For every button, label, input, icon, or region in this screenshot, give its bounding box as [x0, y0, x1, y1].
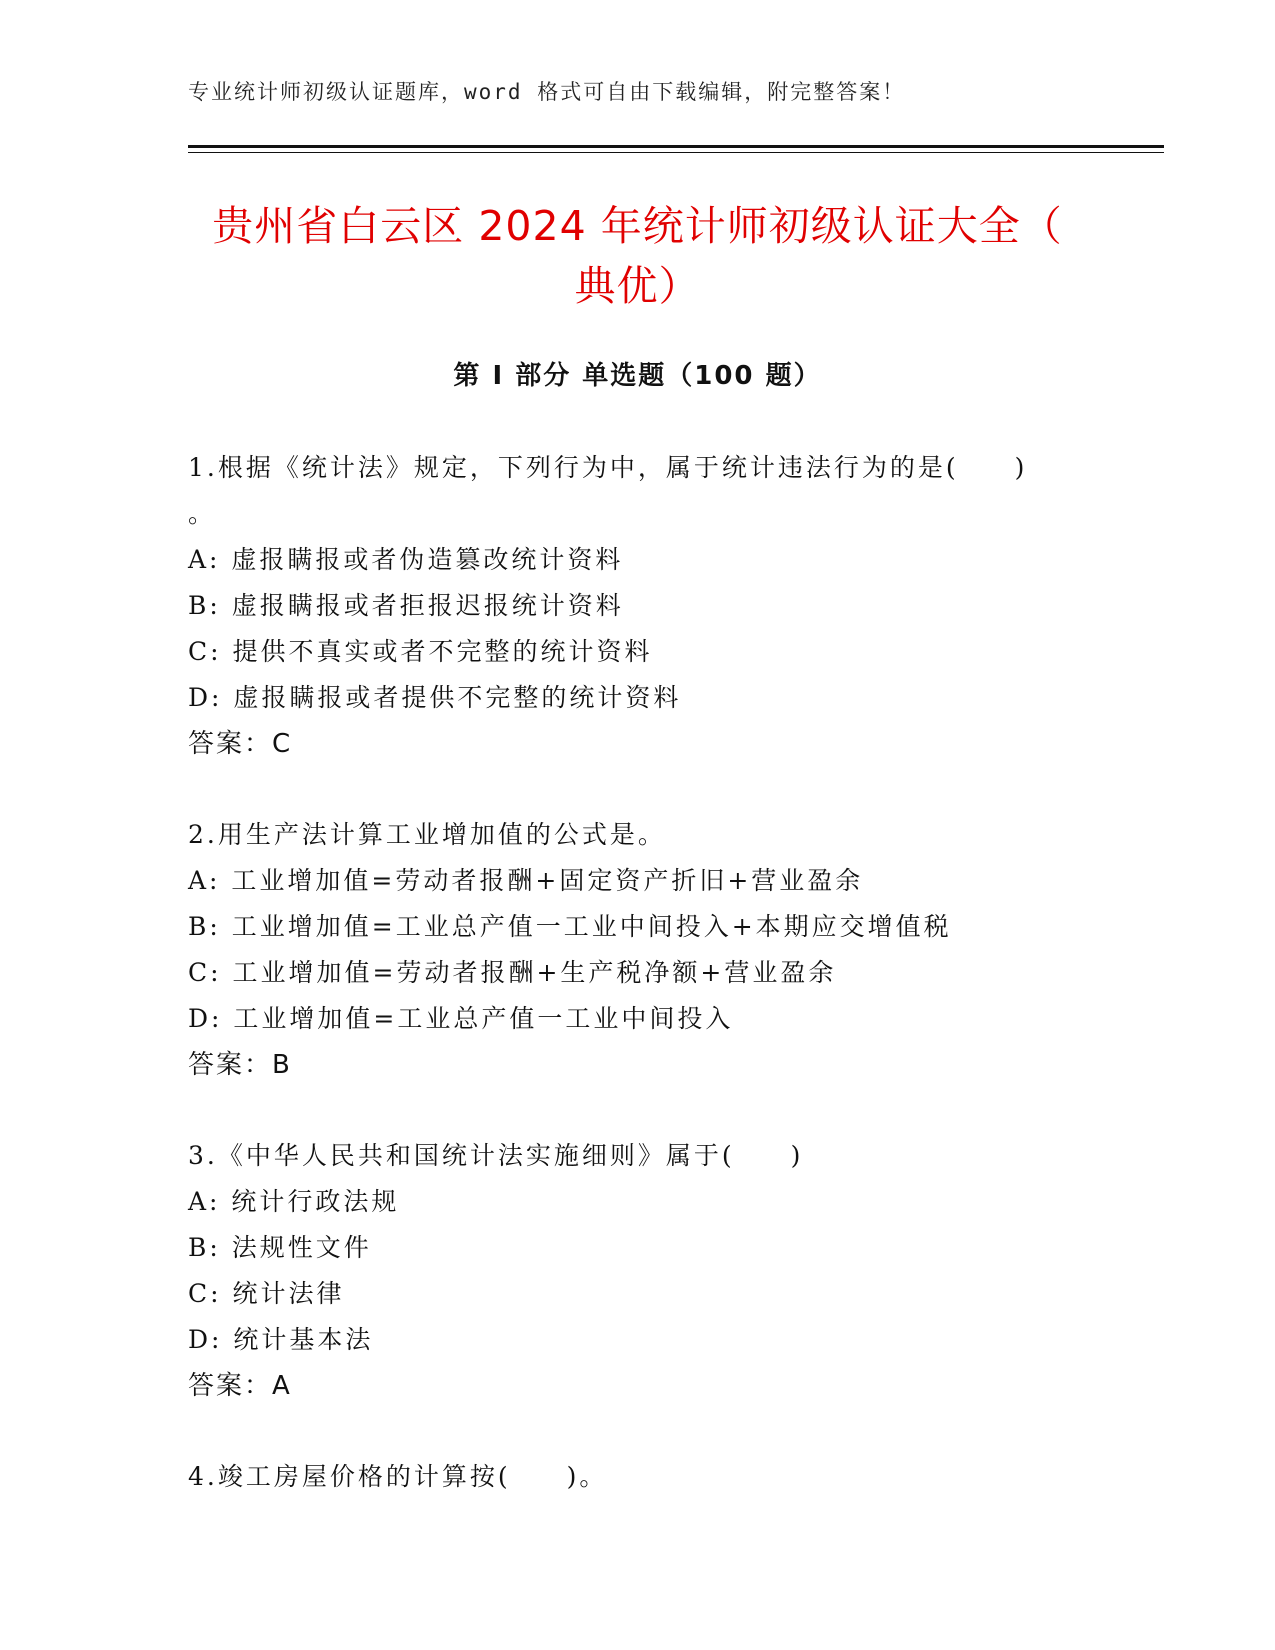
header-rule-thin: [188, 152, 1164, 153]
document-title: [150, 196, 1125, 316]
option-d: D: 工业增加值=工业总产值一工业中间投入: [188, 1004, 734, 1033]
option-a: A: 统计行政法规: [188, 1187, 400, 1216]
header-rule-thick: [188, 145, 1164, 148]
answer: 答案：C: [188, 729, 293, 759]
option-a: A: 虚报瞒报或者伪造篡改统计资料: [188, 545, 624, 574]
answer: 答案：A: [188, 1371, 292, 1401]
document-title-line1: 贵州省白云区 2024 年统计师初级认证大全（: [212, 202, 1063, 250]
option-d: D: 虚报瞒报或者提供不完整的统计资料: [188, 683, 682, 712]
document-title-line2: 典优）: [574, 262, 701, 310]
question-2: [188, 812, 1088, 1088]
option-c: C: 提供不真实或者不完整的统计资料: [188, 637, 653, 666]
question-stem-tail: 。: [188, 499, 217, 528]
option-c: C: 统计法律: [188, 1279, 345, 1308]
question-1: [188, 445, 1088, 767]
header-note: 专业统计师初级认证题库，word 格式可自由下载编辑，附完整答案！: [188, 80, 906, 104]
question-3: [188, 1133, 1088, 1409]
option-b: B: 虚报瞒报或者拒报迟报统计资料: [188, 591, 624, 620]
option-b: B: 工业增加值=工业总产值一工业中间投入+本期应交增值税: [188, 912, 952, 941]
question-stem: [188, 445, 1088, 537]
option-a: A: 工业增加值=劳动者报酬+固定资产折旧+营业盈余: [188, 866, 864, 895]
question-list: [188, 445, 1088, 1545]
section-title: 第 I 部分 单选题（100 题）: [453, 361, 822, 391]
question-stem: 3.《中华人民共和国统计法实施细则》属于( ): [188, 1141, 804, 1170]
answer: 答案：B: [188, 1050, 292, 1080]
question-stem: 4.竣工房屋价格的计算按( )。: [188, 1462, 608, 1491]
option-b: B: 法规性文件: [188, 1233, 372, 1262]
option-d: D: 统计基本法: [188, 1325, 374, 1354]
question-4: [188, 1454, 1088, 1500]
option-c: C: 工业增加值=劳动者报酬+生产税净额+营业盈余: [188, 958, 837, 987]
question-stem-text: 1.根据《统计法》规定，下列行为中，属于统计违法行为的是( ): [188, 453, 1028, 482]
question-stem: 2.用生产法计算工业增加值的公式是。: [188, 820, 666, 849]
